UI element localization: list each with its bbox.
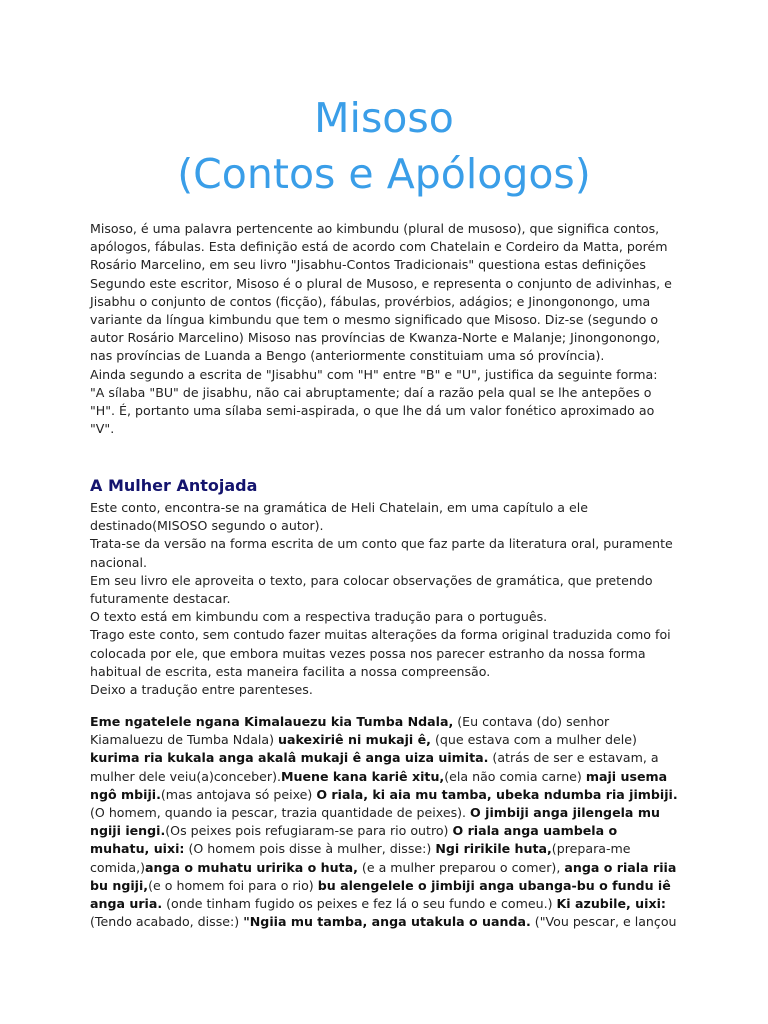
text-line: destinado(MISOSO segundo o autor). [90, 518, 324, 534]
text-line: autor Rosário Marcelino) Misoso nas províncias de Kwanza-Norte e Malanje; Jinongonongo, [90, 330, 661, 346]
translation-text: (e a mulher preparou o comer), [357, 859, 565, 875]
document-subtitle: (Contos e Apólogos) [177, 150, 591, 198]
kimbundu-text: bu ngiji, [90, 877, 149, 893]
kimbundu-text: anga o riala riia [564, 859, 677, 875]
text-line: apólogos, fábulas. Esta definição está de acordo com Chatelain e Cordeiro da Matta, porém [90, 239, 668, 255]
story-line [90, 731, 690, 749]
story-line [90, 913, 690, 931]
story-line [90, 859, 690, 877]
intro-paragraph [90, 220, 690, 438]
story-line [90, 713, 690, 731]
kimbundu-text: O riala anga uambela o [452, 823, 618, 839]
text-line: colocada por ele, que embora muitas vezes possa nos parecer estranho da nossa forma [90, 645, 646, 661]
translation-text: (ela não comia carne) [444, 768, 586, 784]
kimbundu-text: kurima ria kukala anga akalâ mukaji ê anga uiza uimita. [90, 750, 489, 766]
text-line: "V". [90, 421, 115, 437]
kimbundu-text: uakexiriê ni mukaji ê, [278, 732, 431, 748]
kimbundu-text: O jimbiji anga jilengela mu [470, 805, 660, 821]
kimbundu-text: Eme ngatelele ngana Kimalauezu kia Tumba Ndala, [90, 714, 454, 729]
translation-text: (prepara-me [551, 841, 631, 857]
story-line [90, 768, 690, 786]
story-line [90, 786, 690, 804]
text-line: Jisabhu o conjunto de contos (ficção), fábulas, provérbios, adágios; e Jinongonongo, uma [90, 293, 651, 309]
story-line [90, 877, 690, 895]
translation-text: (mas antojava só peixe) [160, 786, 317, 802]
kimbundu-text: Ngi ririkile huta, [435, 841, 552, 857]
translation-text: (onde tinham fugido os peixes e fez lá o seu fundo e comeu.) [162, 896, 557, 912]
translation-text: (que estava com a mulher dele) [430, 732, 637, 748]
text-line: Segundo este escritor, Misoso é o plural de Musoso, e representa o conjunto de adivinhas, e [90, 275, 672, 291]
kimbundu-text: Muene kana kariê xitu, [281, 768, 445, 784]
translation-text: mulher dele veiu(a)conceber). [90, 768, 281, 784]
kimbundu-text: bu alengelele o jimbiji anga ubanga-bu o fundu iê [317, 877, 671, 893]
section-paragraph [90, 499, 690, 699]
document-title: Misoso [314, 94, 454, 142]
translation-text: (O homem, quando ia pescar, trazia quantidade de peixes). [90, 805, 471, 821]
kimbundu-text: Ki azubile, uixi: [556, 896, 666, 912]
story-line [90, 895, 690, 913]
text-line: habitual de escrita, esta maneira facilita a nossa compreensão. [90, 663, 491, 679]
kimbundu-text: O riala, ki aia mu tamba, ubeka ndumba ria jimbiji. [316, 786, 678, 802]
kimbundu-text: "Ngiia mu tamba, anga utakula o uanda. [243, 914, 531, 930]
story-line [90, 804, 690, 822]
story-line [90, 822, 690, 840]
text-line: futuramente destacar. [90, 591, 231, 607]
kimbundu-text: ngiji iengi. [90, 823, 166, 839]
text-line: Este conto, encontra-se na gramática de Heli Chatelain, em uma capítulo a ele [90, 500, 588, 515]
kimbundu-text: anga o muhatu uririka o huta, [145, 859, 358, 875]
kimbundu-text: anga uria. [90, 896, 163, 912]
translation-text: (e o homem foi para o rio) [148, 877, 318, 893]
text-line: Trata-se da versão na forma escrita de um conto que faz parte da literatura oral, puramente [90, 536, 673, 552]
kimbundu-text: muhatu, uixi: [90, 841, 185, 857]
text-line: variante da língua kimbundu que tem o mesmo significado que Misoso. Diz-se (segundo o [90, 312, 659, 328]
text-line: O texto está em kimbundu com a respectiva tradução para o português. [90, 609, 548, 625]
kimbundu-text: ngô mbiji. [90, 786, 161, 802]
text-line: nas províncias de Luanda a Bengo (anteriormente constituiam uma só província). [90, 348, 605, 364]
translation-text: (Tendo acabado, disse:) [90, 914, 244, 930]
text-line: nacional. [90, 554, 148, 570]
text-line: Ainda segundo a escrita de "Jisabhu" com "H" entre "B" e "U", justifica da seguinte forma: [90, 366, 658, 382]
kimbundu-text: maji usema [585, 768, 668, 784]
text-line: Misoso, é uma palavra pertencente ao kimbundu (plural de musoso), que significa contos, [90, 221, 660, 236]
text-line: Trago este conto, sem contudo fazer muitas alterações da forma original traduzida como foi [90, 627, 671, 643]
section-heading: A Mulher Antojada [90, 476, 258, 495]
text-line: "A sílaba "BU" de jisabhu, não cai abruptamente; daí a razão pela qual se lhe antepões o [90, 384, 652, 400]
translation-text: (atrás de ser e estavam, a [488, 750, 659, 766]
text-line: Deixo a tradução entre parenteses. [90, 682, 313, 698]
text-line: Rosário Marcelino, em seu livro "Jisabhu-Contos Tradicionais" questiona estas definições [90, 257, 646, 273]
text-line: "H". É, portanto uma sílaba semi-aspirada, o que lhe dá um valor fonético aproximado ao [90, 403, 655, 419]
story-line [90, 840, 690, 858]
story-line [90, 749, 690, 767]
story-paragraph [90, 713, 690, 931]
translation-text: comida,) [90, 859, 146, 875]
translation-text: (Eu contava (do) senhor [453, 714, 610, 729]
translation-text: Kiamaluezu de Tumba Ndala) [90, 732, 279, 748]
translation-text: ("Vou pescar, e lançou [530, 914, 677, 930]
translation-text: (Os peixes pois refugiaram-se para rio outro) [165, 823, 453, 839]
text-line: Em seu livro ele aproveita o texto, para colocar observações de gramática, que pretendo [90, 572, 653, 588]
translation-text: (O homem pois disse à mulher, disse:) [184, 841, 436, 857]
